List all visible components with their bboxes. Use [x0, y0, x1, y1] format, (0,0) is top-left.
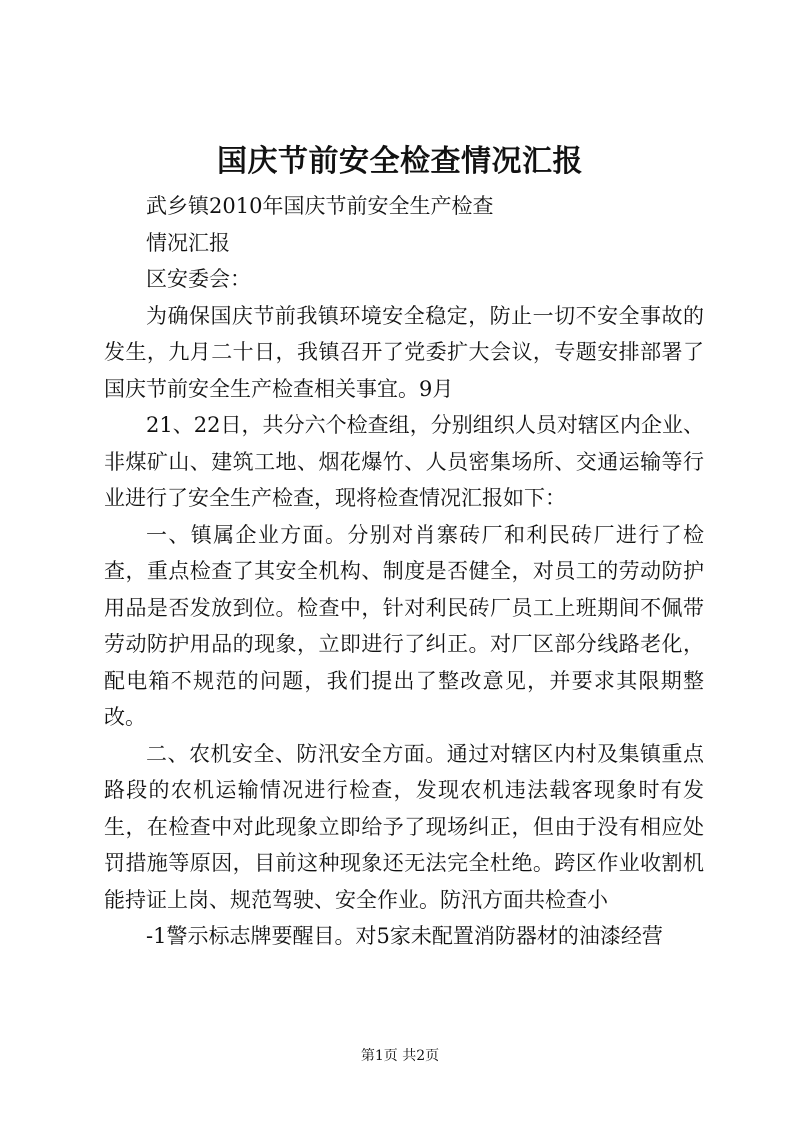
document-body [104, 188, 704, 955]
document-salutation: 区安委会： [146, 267, 251, 291]
document-subtitle-line-1: 武乡镇2010年国庆节前安全生产检查 [146, 194, 494, 218]
document-paragraph: 二、农机安全、防汛安全方面。通过对辖区内村及集镇重点路段的农机运输情况进行检查，发现农机违法载客现象时有发生，在检查中对此现象立即给予了现场纠正，但由于没有相应处罚措施等原因，目前这种现象还无法完全杜绝。跨区作业收割机能持证上岗、规范驾驶、安全作业。防汛方面共检查小 [104, 741, 704, 912]
document-title: 国庆节前安全检查情况汇报 [217, 144, 583, 179]
document-paragraph: -1警示标志牌要醒目。对5家未配置消防器材的油漆经营 [146, 924, 663, 948]
document-paragraph: 一、镇属企业方面。分别对肖寨砖厂和利民砖厂进行了检查，重点检查了其安全机构、制度是否健全，对员工的劳动防护用品是否发放到位。检查中，针对利民砖厂员工上班期间不佩带劳动防护用品的现象，立即进行了纠正。对厂区部分线路老化，配电箱不规范的问题，我们提出了整改意见，并要求其限期整改。 [104, 522, 704, 729]
document-paragraph: 为确保国庆节前我镇环境安全稳定，防止一切不安全事故的发生，九月二十日，我镇召开了党委扩大会议，专题安排部署了国庆节前安全生产检查相关事宜。9月 [104, 303, 704, 401]
page-footer: 第1页 共2页 [360, 1048, 440, 1064]
document-subtitle-line-2: 情况汇报 [146, 230, 230, 255]
document-paragraph: 21、22日，共分六个检查组，分别组织人员对辖区内企业、非煤矿山、建筑工地、烟花爆竹、人员密集场所、交通运输等行业进行了安全生产检查，现将检查情况汇报如下： [104, 413, 704, 510]
